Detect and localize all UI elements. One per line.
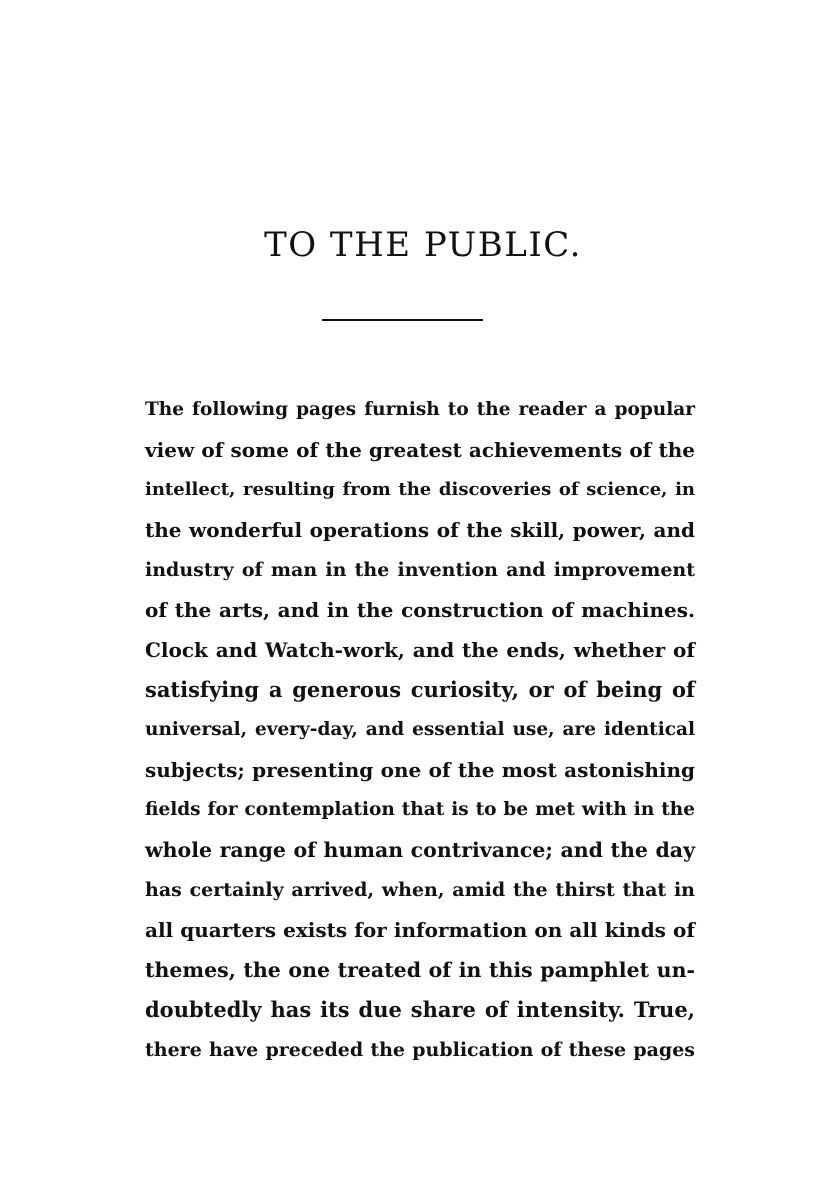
body-paragraph: [145, 390, 695, 1070]
text-line: the wonderful operations of the skill, power, and: [145, 518, 695, 542]
text-line: view of some of the greatest achievements of the: [145, 438, 695, 462]
text-line: subjects; presenting one of the most astonishing: [145, 758, 695, 782]
text-line: all quarters exists for information on all kinds of: [145, 918, 695, 942]
text-line: satisfying a generous curiosity, or of being of: [145, 677, 695, 702]
page-title: TO THE PUBLIC.: [264, 225, 582, 265]
text-line: has certainly arrived, when, amid the thirst that in: [145, 879, 695, 901]
text-line: fields for contemplation that is to be met with in the: [145, 799, 695, 820]
text-line: universal, every-day, and essential use, are identical: [145, 719, 695, 740]
text-line: The following pages furnish to the reader a popular: [145, 399, 695, 420]
text-line: industry of man in the invention and improvement: [145, 559, 695, 581]
title-rule: [322, 319, 483, 321]
text-line: intellect, resulting from the discoveries of science, in: [145, 479, 695, 500]
text-line: whole range of human contrivance; and the day: [145, 838, 695, 862]
text-line: themes, the one treated of in this pamphlet un-: [145, 958, 695, 982]
text-line: Clock and Watch-work, and the ends, whether of: [145, 638, 695, 662]
text-line: there have preceded the publication of these pages: [145, 1039, 695, 1061]
text-line: doubtedly has its due share of intensity. True,: [145, 997, 695, 1022]
text-line: of the arts, and in the construction of machines.: [145, 598, 695, 622]
